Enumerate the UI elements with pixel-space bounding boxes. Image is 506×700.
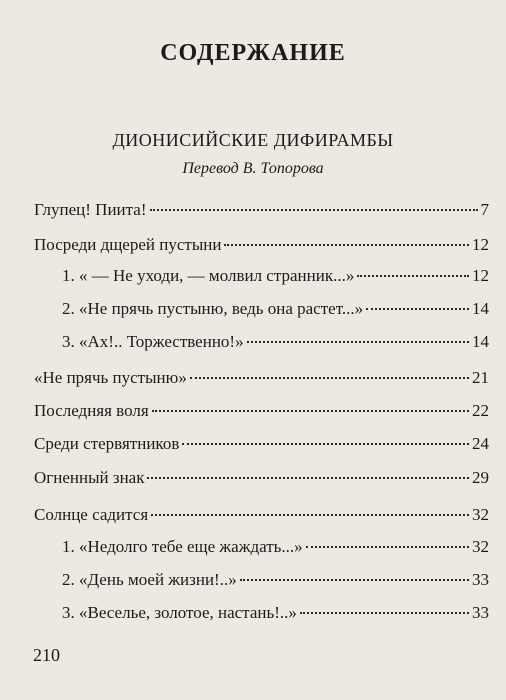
toc-subentry [62,570,489,594]
toc-entry-title: Последняя воля [34,401,149,420]
toc-subentry [62,537,489,561]
toc-entry [34,200,489,224]
toc-entry-page: 29 [472,468,489,487]
translator-credit: Перевод В. Топорова [182,160,324,177]
dot-leader [152,410,469,412]
dot-leader [240,579,469,581]
toc-entry-page: 12 [472,235,489,254]
toc-entry-title: 3. «Ах!.. Торжественно!» [62,332,244,351]
dot-leader [150,209,478,211]
toc-entry-page: 14 [472,299,489,318]
toc-entry-title: «Не прячь пустыню» [34,368,187,387]
page-number: 210 [33,645,60,665]
toc-entry-page: 12 [472,266,489,285]
toc-entry-title: 1. « — Не уходи, — молвил странник...» [62,266,355,285]
toc-entry [34,505,489,529]
dot-leader [190,377,469,379]
toc-entry-title: Посреди дщерей пустыни [34,235,222,254]
toc-subentry [62,332,489,356]
dot-leader [182,443,469,445]
toc-entry [34,468,489,492]
toc-entry-title: 2. «Не прячь пустыню, ведь она растет...» [62,299,364,318]
toc-entry [34,401,489,425]
toc-entry-page: 21 [472,368,489,387]
toc-entry-title: Глупец! Пиита! [34,200,147,219]
toc-entry-page: 33 [472,570,489,589]
toc-entry-title: 2. «День моей жизни!..» [62,570,237,589]
toc-entry-page: 33 [472,603,489,622]
toc-entry-title: 1. «Недолго тебе еще жаждать...» [62,537,303,556]
dot-leader [224,244,469,246]
toc-entry-page: 14 [472,332,489,351]
toc-entry [34,368,489,392]
dot-leader [366,308,469,310]
dot-leader [247,341,469,343]
toc-entry-title: Солнце садится [34,505,149,524]
toc-entry-title: 3. «Веселье, золотое, настань!..» [62,603,297,622]
toc-entry-page: 24 [472,434,489,453]
toc-subentry [62,603,489,627]
dot-leader [151,514,469,516]
toc-entry-page: 32 [472,505,489,524]
toc-subentry [62,266,489,290]
section-title: ДИОНИСИЙСКИЕ ДИФИРАМБЫ [112,130,394,150]
toc-subentry [62,299,489,323]
toc-entry-title: Среди стервятников [34,434,180,453]
toc-entry [34,235,489,259]
page-title: СОДЕРЖАНИЕ [160,40,346,66]
toc-entry [34,434,489,458]
dot-leader [300,612,469,614]
toc-entry-page: 7 [480,200,489,219]
toc-entry-title: Огненный знак [34,468,145,487]
dot-leader [306,546,469,548]
dot-leader [147,477,469,479]
dot-leader [357,275,469,277]
toc-entry-page: 32 [472,537,489,556]
toc-entry-page: 22 [472,401,489,420]
